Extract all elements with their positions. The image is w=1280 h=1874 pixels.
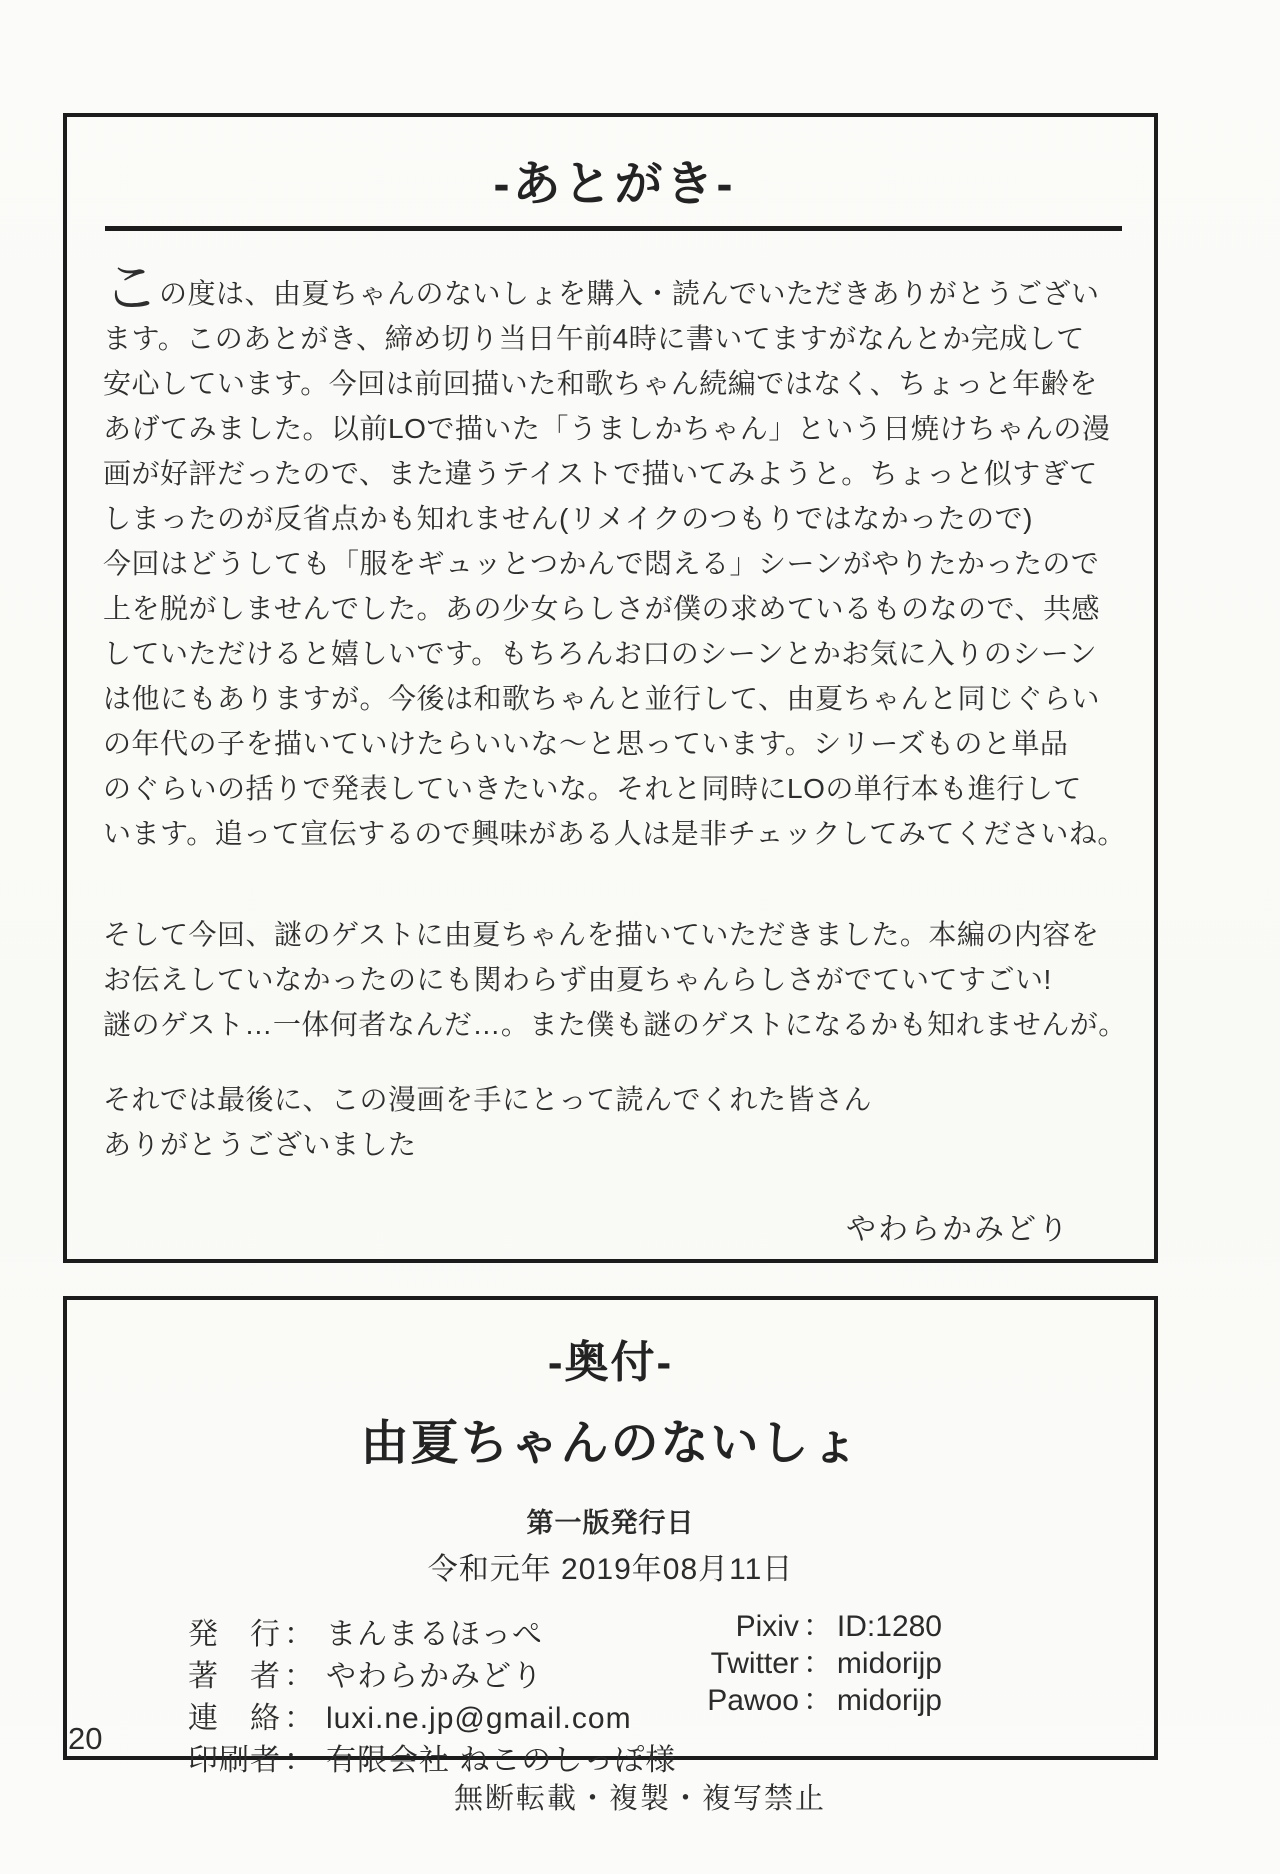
social-accounts-list	[687, 1608, 942, 1719]
page-number: 20	[68, 1721, 103, 1756]
info-separator: ：	[802, 1684, 833, 1717]
afterword-line: していただけると嬉しいです。もちろんお口のシーンとかお気に入りのシーン	[103, 638, 1098, 669]
info-separator: ：	[284, 1660, 314, 1693]
social-row-pawoo	[687, 1682, 942, 1719]
publication-date: 令和元年 2019年08月11日	[427, 1553, 794, 1586]
title-underline	[105, 226, 1122, 231]
afterword-line: そして今回、謎のゲストに由夏ちゃんを描いていただきました。本編の内容を	[103, 919, 1100, 950]
publication-info-list	[188, 1614, 1154, 1782]
dropcap-character: こ	[103, 256, 159, 319]
afterword-line: ありがとうございました	[103, 1129, 417, 1160]
reproduction-prohibited-notice: 無断転載・複製・複写禁止	[453, 1783, 826, 1815]
social-label: Pawoo	[707, 1684, 799, 1717]
info-label: 連 絡	[188, 1702, 281, 1735]
afterword-line: しまったのが反省点かも知れません(リメイクのつもりではなかったので)	[103, 503, 1033, 534]
contact-email: luxi.ne.jp@gmail.com	[326, 1702, 632, 1735]
social-label: Pixiv	[735, 1610, 799, 1643]
social-value: midorijp	[836, 1684, 942, 1717]
social-row-twitter	[687, 1645, 942, 1682]
afterword-line: あげてみました。以前LOで描いた「うましかちゃん」という日焼けちゃんの漫	[103, 413, 1111, 444]
info-separator: ：	[802, 1610, 833, 1643]
social-value: ID:1280	[836, 1610, 942, 1643]
afterword-line: 安心しています。今回は前回描いた和歌ちゃん続編ではなく、ちょっと年齢を	[103, 368, 1098, 399]
info-row-author	[188, 1656, 1154, 1698]
info-separator: ：	[284, 1744, 314, 1777]
social-value: midorijp	[836, 1647, 942, 1680]
afterword-line: 今回はどうしても「服をギュッとつかんで悶える」シーンがやりたかったので	[103, 548, 1100, 579]
afterword-line	[103, 256, 1126, 319]
afterword-paragraph-2	[103, 912, 1126, 1047]
info-label: 印刷者	[188, 1744, 281, 1777]
afterword-title: -あとがき-	[493, 158, 736, 211]
afterword-line: 謎のゲスト…一体何者なんだ…。また僕も謎のゲストになるかも知れませんが。	[103, 1009, 1127, 1040]
afterword-line: それでは最後に、この漫画を手にとって読んでくれた皆さん	[103, 1084, 872, 1115]
info-separator: ：	[284, 1702, 314, 1735]
social-label: Twitter	[710, 1647, 799, 1680]
info-value: やわらかみどり	[326, 1660, 543, 1693]
info-separator: ：	[284, 1618, 314, 1651]
afterword-line: のぐらいの括りで発表していきたいな。それと同時にLOの単行本も進行して	[103, 773, 1082, 804]
afterword-line: は他にもありますが。今後は和歌ちゃんと並行して、由夏ちゃんと同じぐらい	[103, 683, 1100, 714]
social-row-pixiv	[687, 1608, 942, 1645]
afterword-line: お伝えしていなかったのにも関わらず由夏ちゃんらしさがでていてすごい!	[103, 964, 1052, 995]
afterword-paragraph-3	[103, 1077, 1126, 1167]
info-label: 発 行	[188, 1618, 281, 1651]
afterword-line: 上を脱がしませんでした。あの少女らしさが僕の求めているものなので、共感	[103, 593, 1100, 624]
info-row-contact	[188, 1698, 1154, 1740]
info-row-publisher	[188, 1614, 1154, 1656]
colophon-box	[63, 1296, 1158, 1777]
afterword-line: います。追って宣伝するので興味がある人は是非チェックしてみてくださいね。	[103, 818, 1126, 849]
afterword-line: 画が好評だったので、また違うテイストで描いてみようと。ちょっと似すぎて	[103, 458, 1098, 489]
info-label: 著 者	[188, 1660, 281, 1693]
afterword-line-text: の度は、由夏ちゃんのないしょを購入・読んでいただきありがとうござい	[159, 278, 1100, 309]
edition-label: 第一版発行日	[526, 1508, 695, 1538]
info-value: 有限会社 ねこのしっぽ様	[326, 1744, 677, 1777]
afterword-box	[63, 113, 1158, 1263]
afterword-body	[103, 256, 1127, 1252]
author-signature: やわらかみどり	[846, 1213, 1070, 1246]
afterword-line: の年代の子を描いていけたらいいな〜と思っています。シリーズものと単品	[103, 728, 1069, 759]
info-value: まんまるほっぺ	[326, 1618, 543, 1651]
colophon-title: -奥付-	[547, 1338, 674, 1387]
book-title: 由夏ちゃんのないしょ	[360, 1417, 861, 1470]
info-separator: ：	[802, 1647, 833, 1680]
afterword-line: ます。このあとがき、締め切り当日午前4時に書いてますがなんとか完成して	[103, 323, 1085, 354]
